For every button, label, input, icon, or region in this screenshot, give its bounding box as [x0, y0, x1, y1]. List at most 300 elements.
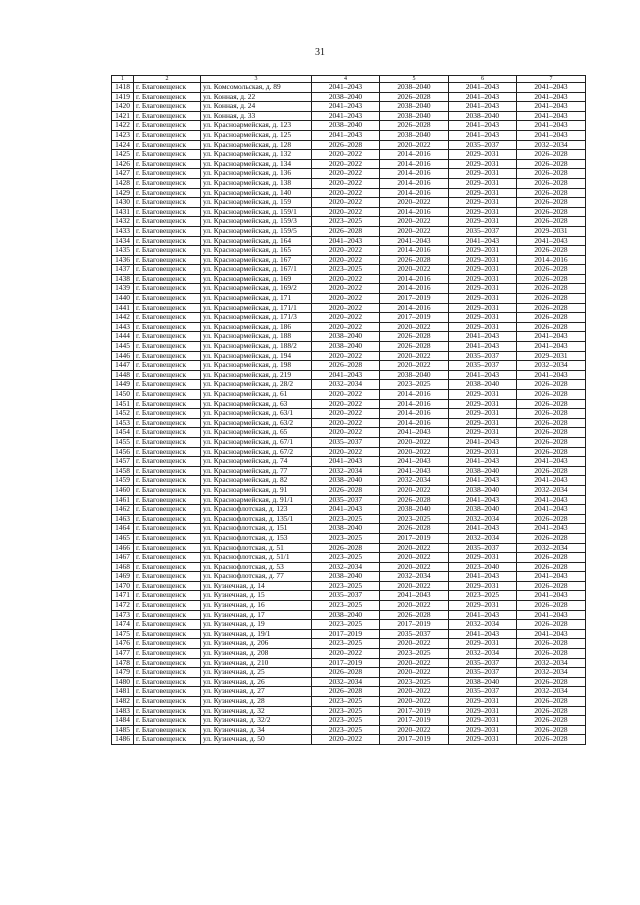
- period-col5-cell: 2020–2022: [380, 140, 449, 150]
- period-col4-cell: 2041–2043: [312, 370, 380, 380]
- address-cell: ул. Кузнечная, д. 208: [201, 649, 312, 659]
- period-col4-cell: 2038–2040: [312, 524, 380, 534]
- row-number: 1470: [112, 581, 134, 591]
- address-cell: ул. Красноармейская, д. 82: [201, 476, 312, 486]
- period-col4-cell: 2023–2025: [312, 706, 380, 716]
- city-cell: г. Благовещенск: [134, 533, 201, 543]
- address-cell: ул. Краснофлотская, д. 151: [201, 524, 312, 534]
- address-cell: ул. Красноармейская, д. 140: [201, 188, 312, 198]
- period-col7-cell: 2026–2028: [517, 466, 586, 476]
- period-col6-cell: 2029–2031: [449, 207, 517, 217]
- table-row: [112, 83, 586, 93]
- period-col4-cell: 2026–2028: [312, 485, 380, 495]
- period-col4-cell: 2020–2022: [312, 207, 380, 217]
- city-cell: г. Благовещенск: [134, 524, 201, 534]
- city-cell: г. Благовещенск: [134, 418, 201, 428]
- period-col6-cell: 2035–2037: [449, 351, 517, 361]
- period-col4-cell: 2041–2043: [312, 83, 380, 93]
- period-col5-cell: 2032–2034: [380, 476, 449, 486]
- period-col6-cell: 2038–2040: [449, 111, 517, 121]
- period-col6-cell: 2029–2031: [449, 150, 517, 160]
- table-row: [112, 620, 586, 630]
- period-col6-cell: 2029–2031: [449, 735, 517, 745]
- table-row: [112, 313, 586, 323]
- city-cell: г. Благовещенск: [134, 514, 201, 524]
- period-col7-cell: 2026–2028: [517, 437, 586, 447]
- period-col7-cell: 2026–2028: [517, 380, 586, 390]
- period-col4-cell: 2032–2034: [312, 380, 380, 390]
- table-row: [112, 198, 586, 208]
- period-col6-cell: 2029–2031: [449, 601, 517, 611]
- period-col6-cell: 2029–2031: [449, 159, 517, 169]
- period-col4-cell: 2035–2037: [312, 495, 380, 505]
- period-col4-cell: 2020–2022: [312, 409, 380, 419]
- period-col4-cell: 2020–2022: [312, 418, 380, 428]
- city-cell: г. Благовещенск: [134, 562, 201, 572]
- row-number: 1479: [112, 668, 134, 678]
- period-col7-cell: 2026–2028: [517, 265, 586, 275]
- row-number: 1423: [112, 130, 134, 140]
- table-row: [112, 457, 586, 467]
- table-row: [112, 226, 586, 236]
- row-number: 1464: [112, 524, 134, 534]
- period-col6-cell: 2041–2043: [449, 437, 517, 447]
- city-cell: г. Благовещенск: [134, 322, 201, 332]
- city-cell: г. Благовещенск: [134, 629, 201, 639]
- address-cell: ул. Красноармейская, д. 28/2: [201, 380, 312, 390]
- table-row: [112, 514, 586, 524]
- period-col7-cell: 2026–2028: [517, 447, 586, 457]
- table-row: [112, 255, 586, 265]
- address-cell: ул. Красноармейская, д. 159/5: [201, 226, 312, 236]
- address-cell: ул. Кузнечная, д. 19: [201, 620, 312, 630]
- period-col5-cell: 2020–2022: [380, 562, 449, 572]
- address-cell: ул. Кузнечная, д. 16: [201, 601, 312, 611]
- period-col5-cell: 2017–2019: [380, 735, 449, 745]
- period-col7-cell: 2041–2043: [517, 332, 586, 342]
- period-col7-cell: 2026–2028: [517, 716, 586, 726]
- period-col6-cell: 2029–2031: [449, 725, 517, 735]
- period-col5-cell: 2026–2028: [380, 255, 449, 265]
- city-cell: г. Благовещенск: [134, 265, 201, 275]
- period-col5-cell: 2041–2043: [380, 236, 449, 246]
- city-cell: г. Благовещенск: [134, 716, 201, 726]
- period-col7-cell: 2026–2028: [517, 677, 586, 687]
- period-col5-cell: 2026–2028: [380, 342, 449, 352]
- city-cell: г. Благовещенск: [134, 409, 201, 419]
- period-col4-cell: 2032–2034: [312, 677, 380, 687]
- period-col4-cell: 2035–2037: [312, 437, 380, 447]
- city-cell: г. Благовещенск: [134, 370, 201, 380]
- period-col7-cell: 2026–2028: [517, 150, 586, 160]
- period-col4-cell: 2038–2040: [312, 121, 380, 131]
- address-cell: ул. Красноармейская, д. 67/2: [201, 447, 312, 457]
- period-col6-cell: 2029–2031: [449, 639, 517, 649]
- table-row: [112, 217, 586, 227]
- city-cell: г. Благовещенск: [134, 313, 201, 323]
- period-col5-cell: 2026–2028: [380, 332, 449, 342]
- header-cell: 3: [201, 76, 312, 83]
- table-row: [112, 485, 586, 495]
- table-row: [112, 725, 586, 735]
- table-row: [112, 591, 586, 601]
- period-col5-cell: 2020–2022: [380, 351, 449, 361]
- period-col4-cell: 2041–2043: [312, 111, 380, 121]
- table-row: [112, 178, 586, 188]
- city-cell: г. Благовещенск: [134, 332, 201, 342]
- city-cell: г. Благовещенск: [134, 553, 201, 563]
- period-col7-cell: 2041–2043: [517, 121, 586, 131]
- row-number: 1430: [112, 198, 134, 208]
- table-row: [112, 610, 586, 620]
- table-row: [112, 562, 586, 572]
- table-row: [112, 409, 586, 419]
- row-number: 1457: [112, 457, 134, 467]
- row-number: 1450: [112, 390, 134, 400]
- period-col4-cell: 2020–2022: [312, 284, 380, 294]
- period-col4-cell: 2032–2034: [312, 562, 380, 572]
- period-col4-cell: 2020–2022: [312, 178, 380, 188]
- period-col6-cell: 2029–2031: [449, 198, 517, 208]
- period-col4-cell: 2038–2040: [312, 92, 380, 102]
- address-cell: ул. Красноармейская, д. 67/1: [201, 437, 312, 447]
- header-cell: 5: [380, 76, 449, 83]
- city-cell: г. Благовещенск: [134, 303, 201, 313]
- table-row: [112, 390, 586, 400]
- table-row: [112, 92, 586, 102]
- period-col5-cell: 2014–2016: [380, 399, 449, 409]
- city-cell: г. Благовещенск: [134, 83, 201, 93]
- period-col5-cell: 2023–2025: [380, 649, 449, 659]
- period-col5-cell: 2020–2022: [380, 687, 449, 697]
- period-col7-cell: 2026–2028: [517, 294, 586, 304]
- table-row: [112, 188, 586, 198]
- period-col7-cell: 2014–2016: [517, 255, 586, 265]
- address-cell: ул. Красноармейская, д. 63/1: [201, 409, 312, 419]
- period-col5-cell: 2023–2025: [380, 514, 449, 524]
- city-cell: г. Благовещенск: [134, 390, 201, 400]
- period-col6-cell: 2041–2043: [449, 102, 517, 112]
- row-number: 1469: [112, 572, 134, 582]
- table-row: [112, 370, 586, 380]
- city-cell: г. Благовещенск: [134, 169, 201, 179]
- period-col6-cell: 2041–2043: [449, 236, 517, 246]
- row-number: 1448: [112, 370, 134, 380]
- period-col6-cell: 2029–2031: [449, 265, 517, 275]
- period-col6-cell: 2023–2040: [449, 562, 517, 572]
- address-cell: ул. Красноармейская, д. 219: [201, 370, 312, 380]
- period-col7-cell: 2026–2028: [517, 274, 586, 284]
- period-col5-cell: 2014–2016: [380, 418, 449, 428]
- period-col6-cell: 2032–2034: [449, 620, 517, 630]
- period-col5-cell: 2041–2043: [380, 466, 449, 476]
- period-col6-cell: 2038–2040: [449, 505, 517, 515]
- period-col6-cell: 2029–2031: [449, 428, 517, 438]
- period-col5-cell: 2020–2022: [380, 658, 449, 668]
- period-col4-cell: 2020–2022: [312, 188, 380, 198]
- city-cell: г. Благовещенск: [134, 198, 201, 208]
- period-col4-cell: 2038–2040: [312, 572, 380, 582]
- period-col6-cell: 2038–2040: [449, 466, 517, 476]
- address-cell: ул. Красноармейская, д. 159/1: [201, 207, 312, 217]
- period-col7-cell: 2026–2028: [517, 581, 586, 591]
- row-number: 1455: [112, 437, 134, 447]
- table-row: [112, 543, 586, 553]
- period-col6-cell: 2041–2043: [449, 83, 517, 93]
- period-col4-cell: 2023–2025: [312, 601, 380, 611]
- address-cell: ул. Красноармейская, д. 138: [201, 178, 312, 188]
- period-col6-cell: 2029–2031: [449, 246, 517, 256]
- address-cell: ул. Красноармейская, д. 186: [201, 322, 312, 332]
- row-number: 1463: [112, 514, 134, 524]
- city-cell: г. Благовещенск: [134, 428, 201, 438]
- table-row: [112, 466, 586, 476]
- period-col4-cell: 2023–2025: [312, 553, 380, 563]
- table-row: [112, 533, 586, 543]
- address-cell: ул. Кузнечная, д. 206: [201, 639, 312, 649]
- row-number: 1458: [112, 466, 134, 476]
- period-col5-cell: 2020–2022: [380, 198, 449, 208]
- row-number: 1486: [112, 735, 134, 745]
- period-col7-cell: 2041–2043: [517, 476, 586, 486]
- header-cell: 6: [449, 76, 517, 83]
- city-cell: г. Благовещенск: [134, 294, 201, 304]
- table-row: [112, 735, 586, 745]
- address-cell: ул. Конная, д. 24: [201, 102, 312, 112]
- period-col5-cell: 2038–2040: [380, 102, 449, 112]
- address-cell: ул. Кузнечная, д. 14: [201, 581, 312, 591]
- period-col4-cell: 2020–2022: [312, 303, 380, 313]
- city-cell: г. Благовещенск: [134, 457, 201, 467]
- period-col7-cell: 2026–2028: [517, 428, 586, 438]
- page-number: 31: [315, 47, 325, 58]
- period-col4-cell: 2041–2043: [312, 505, 380, 515]
- period-col4-cell: 2023–2025: [312, 697, 380, 707]
- table-row: [112, 697, 586, 707]
- row-number: 1452: [112, 409, 134, 419]
- period-col7-cell: 2029–2031: [517, 351, 586, 361]
- period-col6-cell: 2041–2043: [449, 121, 517, 131]
- period-col4-cell: 2041–2043: [312, 457, 380, 467]
- period-col5-cell: 2014–2016: [380, 409, 449, 419]
- period-col6-cell: 2029–2031: [449, 178, 517, 188]
- address-cell: ул. Красноармейская, д. 91: [201, 485, 312, 495]
- city-cell: г. Благовещенск: [134, 687, 201, 697]
- period-col5-cell: 2026–2028: [380, 610, 449, 620]
- city-cell: г. Благовещенск: [134, 111, 201, 121]
- period-col6-cell: 2029–2031: [449, 313, 517, 323]
- address-cell: ул. Красноармейская, д. 61: [201, 390, 312, 400]
- period-col4-cell: 2020–2022: [312, 399, 380, 409]
- address-cell: ул. Красноармейская, д. 167/1: [201, 265, 312, 275]
- city-cell: г. Благовещенск: [134, 668, 201, 678]
- address-cell: ул. Конная, д. 22: [201, 92, 312, 102]
- period-col7-cell: 2032–2034: [517, 687, 586, 697]
- period-col5-cell: 2020–2022: [380, 322, 449, 332]
- row-number: 1437: [112, 265, 134, 275]
- address-cell: ул. Красноармейская, д. 65: [201, 428, 312, 438]
- city-cell: г. Благовещенск: [134, 159, 201, 169]
- address-cell: ул. Краснофлотская, д. 135/1: [201, 514, 312, 524]
- table-row: [112, 437, 586, 447]
- address-cell: ул. Красноармейская, д. 77: [201, 466, 312, 476]
- address-cell: ул. Кузнечная, д. 32/2: [201, 716, 312, 726]
- period-col4-cell: 2020–2022: [312, 649, 380, 659]
- period-col7-cell: 2041–2043: [517, 524, 586, 534]
- period-col5-cell: 2020–2022: [380, 265, 449, 275]
- period-col5-cell: 2017–2019: [380, 706, 449, 716]
- address-cell: ул. Красноармейская, д. 74: [201, 457, 312, 467]
- header-cell: 1: [112, 76, 134, 83]
- period-col4-cell: 2020–2022: [312, 274, 380, 284]
- period-col7-cell: 2041–2043: [517, 629, 586, 639]
- row-number: 1465: [112, 533, 134, 543]
- address-cell: ул. Красноармейская, д. 159: [201, 198, 312, 208]
- row-number: 1435: [112, 246, 134, 256]
- row-number: 1483: [112, 706, 134, 716]
- period-col4-cell: 2020–2022: [312, 169, 380, 179]
- period-col5-cell: 2020–2022: [380, 725, 449, 735]
- table-row: [112, 236, 586, 246]
- city-cell: г. Благовещенск: [134, 226, 201, 236]
- city-cell: г. Благовещенск: [134, 610, 201, 620]
- table-row: [112, 687, 586, 697]
- table-row: [112, 668, 586, 678]
- period-col4-cell: 2020–2022: [312, 390, 380, 400]
- period-col4-cell: 2023–2025: [312, 217, 380, 227]
- period-col5-cell: 2038–2040: [380, 83, 449, 93]
- period-col6-cell: 2041–2043: [449, 332, 517, 342]
- period-col5-cell: 2041–2043: [380, 591, 449, 601]
- period-col4-cell: 2038–2040: [312, 342, 380, 352]
- period-col6-cell: 2029–2031: [449, 553, 517, 563]
- row-number: 1436: [112, 255, 134, 265]
- period-col6-cell: 2029–2031: [449, 303, 517, 313]
- period-col5-cell: 2014–2016: [380, 390, 449, 400]
- table-row: [112, 524, 586, 534]
- address-cell: ул. Кузнечная, д. 32: [201, 706, 312, 716]
- table-row: [112, 265, 586, 275]
- city-cell: г. Благовещенск: [134, 447, 201, 457]
- table-row: [112, 207, 586, 217]
- city-cell: г. Благовещенск: [134, 476, 201, 486]
- period-col4-cell: 2023–2025: [312, 725, 380, 735]
- table-row: [112, 169, 586, 179]
- period-col6-cell: 2029–2031: [449, 188, 517, 198]
- header-cell: 7: [517, 76, 586, 83]
- city-cell: г. Благовещенск: [134, 485, 201, 495]
- row-number: 1481: [112, 687, 134, 697]
- period-col5-cell: 2026–2028: [380, 524, 449, 534]
- address-cell: ул. Конная, д. 33: [201, 111, 312, 121]
- table-row: [112, 505, 586, 515]
- row-number: 1442: [112, 313, 134, 323]
- table-row: [112, 130, 586, 140]
- period-col7-cell: 2041–2043: [517, 610, 586, 620]
- city-cell: г. Благовещенск: [134, 591, 201, 601]
- period-col7-cell: 2041–2043: [517, 572, 586, 582]
- period-col4-cell: 2020–2022: [312, 351, 380, 361]
- period-col6-cell: 2038–2040: [449, 485, 517, 495]
- row-number: 1473: [112, 610, 134, 620]
- period-col6-cell: 2038–2040: [449, 380, 517, 390]
- row-number: 1432: [112, 217, 134, 227]
- period-col5-cell: 2014–2016: [380, 207, 449, 217]
- period-col6-cell: 2029–2031: [449, 169, 517, 179]
- table-row: [112, 294, 586, 304]
- period-col4-cell: 2026–2028: [312, 668, 380, 678]
- row-number: 1459: [112, 476, 134, 486]
- header-cell: 2: [134, 76, 201, 83]
- row-number: 1476: [112, 639, 134, 649]
- period-col4-cell: 2023–2025: [312, 533, 380, 543]
- city-cell: г. Благовещенск: [134, 601, 201, 611]
- period-col7-cell: 2026–2028: [517, 418, 586, 428]
- period-col7-cell: 2032–2034: [517, 361, 586, 371]
- address-cell: ул. Краснофлотская, д. 53: [201, 562, 312, 572]
- address-cell: ул. Красноармейская, д. 63/2: [201, 418, 312, 428]
- period-col7-cell: 2026–2028: [517, 562, 586, 572]
- period-col6-cell: 2029–2031: [449, 294, 517, 304]
- row-number: 1468: [112, 562, 134, 572]
- city-cell: г. Благовещенск: [134, 543, 201, 553]
- city-cell: г. Благовещенск: [134, 380, 201, 390]
- period-col5-cell: 2020–2022: [380, 668, 449, 678]
- period-col4-cell: 2032–2034: [312, 466, 380, 476]
- table-row: [112, 284, 586, 294]
- period-col5-cell: 2017–2019: [380, 313, 449, 323]
- period-col6-cell: 2029–2031: [449, 217, 517, 227]
- period-col4-cell: 2041–2043: [312, 130, 380, 140]
- address-cell: ул. Красноармейская, д. 134: [201, 159, 312, 169]
- period-col5-cell: 2020–2022: [380, 361, 449, 371]
- period-col6-cell: 2041–2043: [449, 524, 517, 534]
- row-number: 1456: [112, 447, 134, 457]
- row-number: 1422: [112, 121, 134, 131]
- address-cell: ул. Красноармейская, д. 188/2: [201, 342, 312, 352]
- period-col4-cell: 2020–2022: [312, 255, 380, 265]
- city-cell: г. Благовещенск: [134, 140, 201, 150]
- period-col7-cell: 2026–2028: [517, 390, 586, 400]
- city-cell: г. Благовещенск: [134, 284, 201, 294]
- period-col6-cell: 2029–2031: [449, 255, 517, 265]
- table-row: [112, 572, 586, 582]
- table-row: [112, 274, 586, 284]
- table-row: [112, 495, 586, 505]
- address-cell: ул. Красноармейская, д. 125: [201, 130, 312, 140]
- period-col7-cell: 2026–2028: [517, 207, 586, 217]
- address-cell: ул. Красноармейская, д. 136: [201, 169, 312, 179]
- address-cell: ул. Красноармейская, д. 188: [201, 332, 312, 342]
- address-cell: ул. Красноармейская, д. 123: [201, 121, 312, 131]
- period-col6-cell: 2029–2031: [449, 322, 517, 332]
- row-number: 1434: [112, 236, 134, 246]
- header-cell: 4: [312, 76, 380, 83]
- city-cell: г. Благовещенск: [134, 246, 201, 256]
- period-col6-cell: 2041–2043: [449, 92, 517, 102]
- period-col5-cell: 2014–2016: [380, 150, 449, 160]
- period-col7-cell: 2041–2043: [517, 505, 586, 515]
- period-col6-cell: 2029–2031: [449, 284, 517, 294]
- city-cell: г. Благовещенск: [134, 207, 201, 217]
- table-row: [112, 476, 586, 486]
- row-number: 1482: [112, 697, 134, 707]
- period-col4-cell: 2020–2022: [312, 735, 380, 745]
- city-cell: г. Благовещенск: [134, 274, 201, 284]
- row-number: 1474: [112, 620, 134, 630]
- city-cell: г. Благовещенск: [134, 697, 201, 707]
- table-row: [112, 706, 586, 716]
